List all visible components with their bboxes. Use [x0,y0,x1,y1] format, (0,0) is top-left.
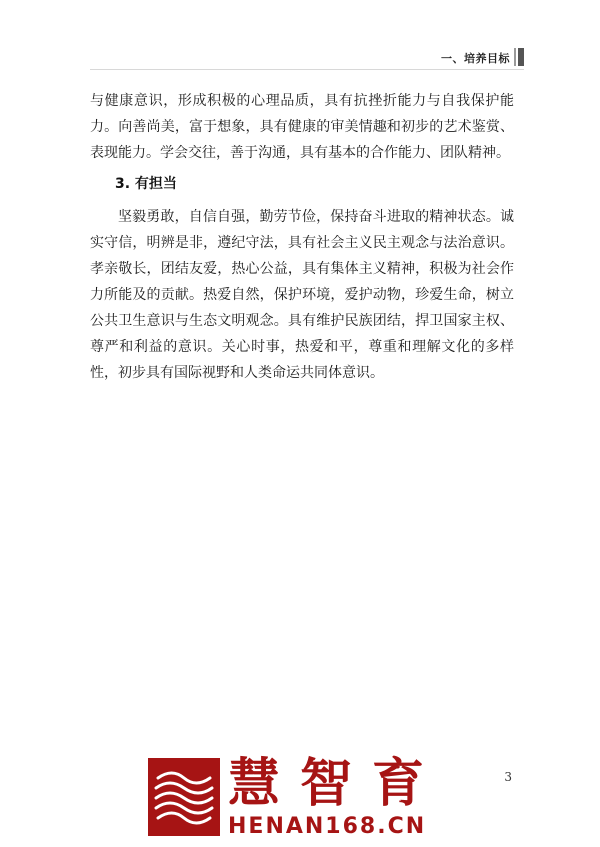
running-header-title: 一、培养目标 [441,52,510,65]
watermark-title: 慧智育 [228,754,445,814]
header-bar-ornament [514,48,524,66]
paragraph: 坚毅勇敢，自信自强，勤劳节俭，保持奋斗进取的精神状态。诚实守信，明辨是非，遵纪守法，具有社会主义民主观念与法治意识。孝亲敬长，团结友爱，热心公益，具有集体主义精神，积极为社会作力所能及的贡献。热爱自然，保护环境，爱护动物，珍爱生命，树立公共卫生意识与生态文明观念。具有维护民族团结，捍卫国家主权、尊严和利益的意识。关心时事，热爱和平，尊重和理解文化的多样性，初步具有国际视野和人类命运共同体意识。 [90,209,514,381]
header-bar-thick [518,48,524,66]
watermark-subtitle: HENAN168.CN [228,814,427,839]
running-header [90,48,524,70]
logo-mark-icon [148,758,220,836]
header-bar-thin [514,48,516,66]
page-number: 3 [504,770,512,784]
paragraph: 与健康意识，形成积极的心理品质，具有抗挫折能力与自我保护能力。向善尚美，富于想象，具有健康的审美情趣和初步的艺术鉴赏、表现能力。学会交往，善于沟通，具有基本的合作能力、团队精神。 [90,93,514,161]
section-heading: 3. 有担当 [115,176,177,192]
header-rule [90,69,524,70]
watermark-logo [148,752,470,847]
